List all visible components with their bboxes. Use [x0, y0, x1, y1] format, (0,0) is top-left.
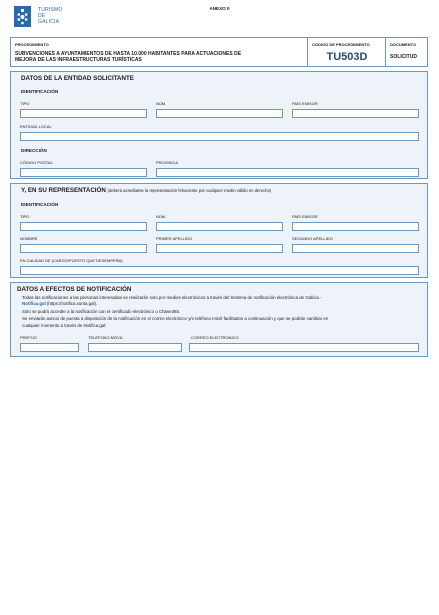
procedure-title: [15, 51, 305, 63]
rep-tipo-input[interactable]: [20, 222, 147, 231]
procedure-header: [10, 37, 428, 67]
prefix-input[interactable]: [20, 343, 79, 352]
document-label: DOCUMENTO: [390, 42, 417, 47]
notification-text-line-5: cualquier momento a través de Notifica.gal:: [22, 323, 107, 328]
annex-title: ANEXO II: [209, 6, 230, 11]
section-representative-title-text: Y, EN SU REPRESENTACIÓN: [21, 187, 106, 194]
section-notification-title: DATOS A EFECTOS DE NOTIFICACIÓN: [17, 286, 132, 293]
num-label: NÚM.: [156, 101, 167, 106]
logo-line-3: GALICIA: [38, 19, 60, 26]
notification-text-line-1: Todas las notificaciones a las personas interesadas se realizarán solo por medios electrónicos a través del Sistema de notificación electrónica de Galicia -: [22, 295, 322, 300]
rep-calidad-label: EN CALIDAD DE (CARGO/PUESTO QUE DESEMPEÑA): [20, 258, 123, 263]
province-label: PROVINCIA: [156, 160, 179, 165]
rep-apellido2-input[interactable]: [292, 244, 419, 253]
mobile-label: TELÉFONO MÓVIL: [88, 335, 124, 340]
procedure-code-value: TU503D: [326, 51, 368, 63]
procedure-title-line-2: MEJORA DE LAS INFRAESTRUCTURAS TURÍSTICAS: [15, 57, 142, 63]
document-cell: [385, 38, 429, 66]
prefix-label: PREFIJO: [20, 335, 37, 340]
mobile-input[interactable]: [88, 343, 182, 352]
postal-code-label: CÓDIGO POSTAL: [20, 160, 53, 165]
notifica-gal-link[interactable]: Notifica.gal: [22, 301, 46, 306]
section-representative-subtitle: (deberá acreditarse la representación fehaciente por cualquier medio válido en derecho): [107, 188, 272, 193]
notifica-gal-url: (https://notifica.xunta.gal).: [45, 301, 98, 306]
rep-apellido1-input[interactable]: [156, 244, 283, 253]
procedure-code-label: CÓDIGO DE PROCEDIMIENTO: [312, 42, 370, 47]
tipo-input[interactable]: [20, 109, 147, 118]
rep-calidad-input[interactable]: [20, 266, 419, 275]
rep-num-input[interactable]: [156, 222, 283, 231]
notification-text-line-4: Se enviarán avisos de puesta a disposición de la notificación en el correo electrónico y/o teléfono móvil facilitados a continuación y que se podrán cambiar en: [22, 316, 329, 321]
email-input[interactable]: [189, 343, 419, 352]
logo-line-1: TURISMO: [38, 7, 63, 13]
rep-apellido2-label: SEGUNDO APELLIDO: [292, 236, 333, 241]
section-applicant-title: DATOS DE LA ENTIDAD SOLICITANTE: [21, 75, 134, 82]
notification-text-line-3: Solo se podrá acceder a la notificación con el certificado electrónico o Chave365.: [22, 309, 181, 314]
section-representative: [10, 183, 428, 278]
address-heading: DIRECCIÓN: [21, 148, 47, 153]
province-input[interactable]: [156, 168, 419, 177]
identification-heading: IDENTIFICACIÓN: [21, 89, 59, 94]
rep-identification-heading: IDENTIFICACIÓN: [21, 202, 59, 207]
email-label: CORREO ELECTRÓNICO: [191, 335, 239, 340]
rep-num-label: NÚM.: [156, 214, 167, 219]
entidad-label: ENTIDAD LOCAL: [20, 124, 52, 129]
rep-nombre-input[interactable]: [20, 244, 147, 253]
postal-code-input[interactable]: [20, 168, 147, 177]
tipo-label: TIPO: [20, 101, 30, 106]
procedure-code-cell: [307, 38, 385, 66]
section-applicant: [10, 71, 428, 179]
rep-apellido1-label: PRIMER APELLIDO: [156, 236, 193, 241]
document-value: SOLICITUD: [390, 54, 417, 60]
pais-label: PAÍS EMISOR: [292, 101, 318, 106]
pais-input[interactable]: [292, 109, 419, 118]
num-input[interactable]: [156, 109, 283, 118]
rep-pais-input[interactable]: [292, 222, 419, 231]
section-notification: [10, 282, 428, 357]
procedure-label: PROCEDIMIENTO: [15, 42, 49, 47]
entidad-input[interactable]: [20, 132, 419, 141]
rep-pais-label: PAÍS EMISOR: [292, 214, 318, 219]
rep-nombre-label: NOMBRE: [20, 236, 38, 241]
rep-tipo-label: TIPO: [20, 214, 30, 219]
logo-line-2: DE: [38, 13, 46, 20]
procedure-title-line-1: SUBVENCIONES A AYUNTAMIENTOS DE HASTA 10.000 HABITANTES PARA ACTUACIONES DE: [15, 51, 242, 57]
section-representative-title: [21, 187, 271, 194]
notification-text-line-2: [22, 301, 422, 307]
